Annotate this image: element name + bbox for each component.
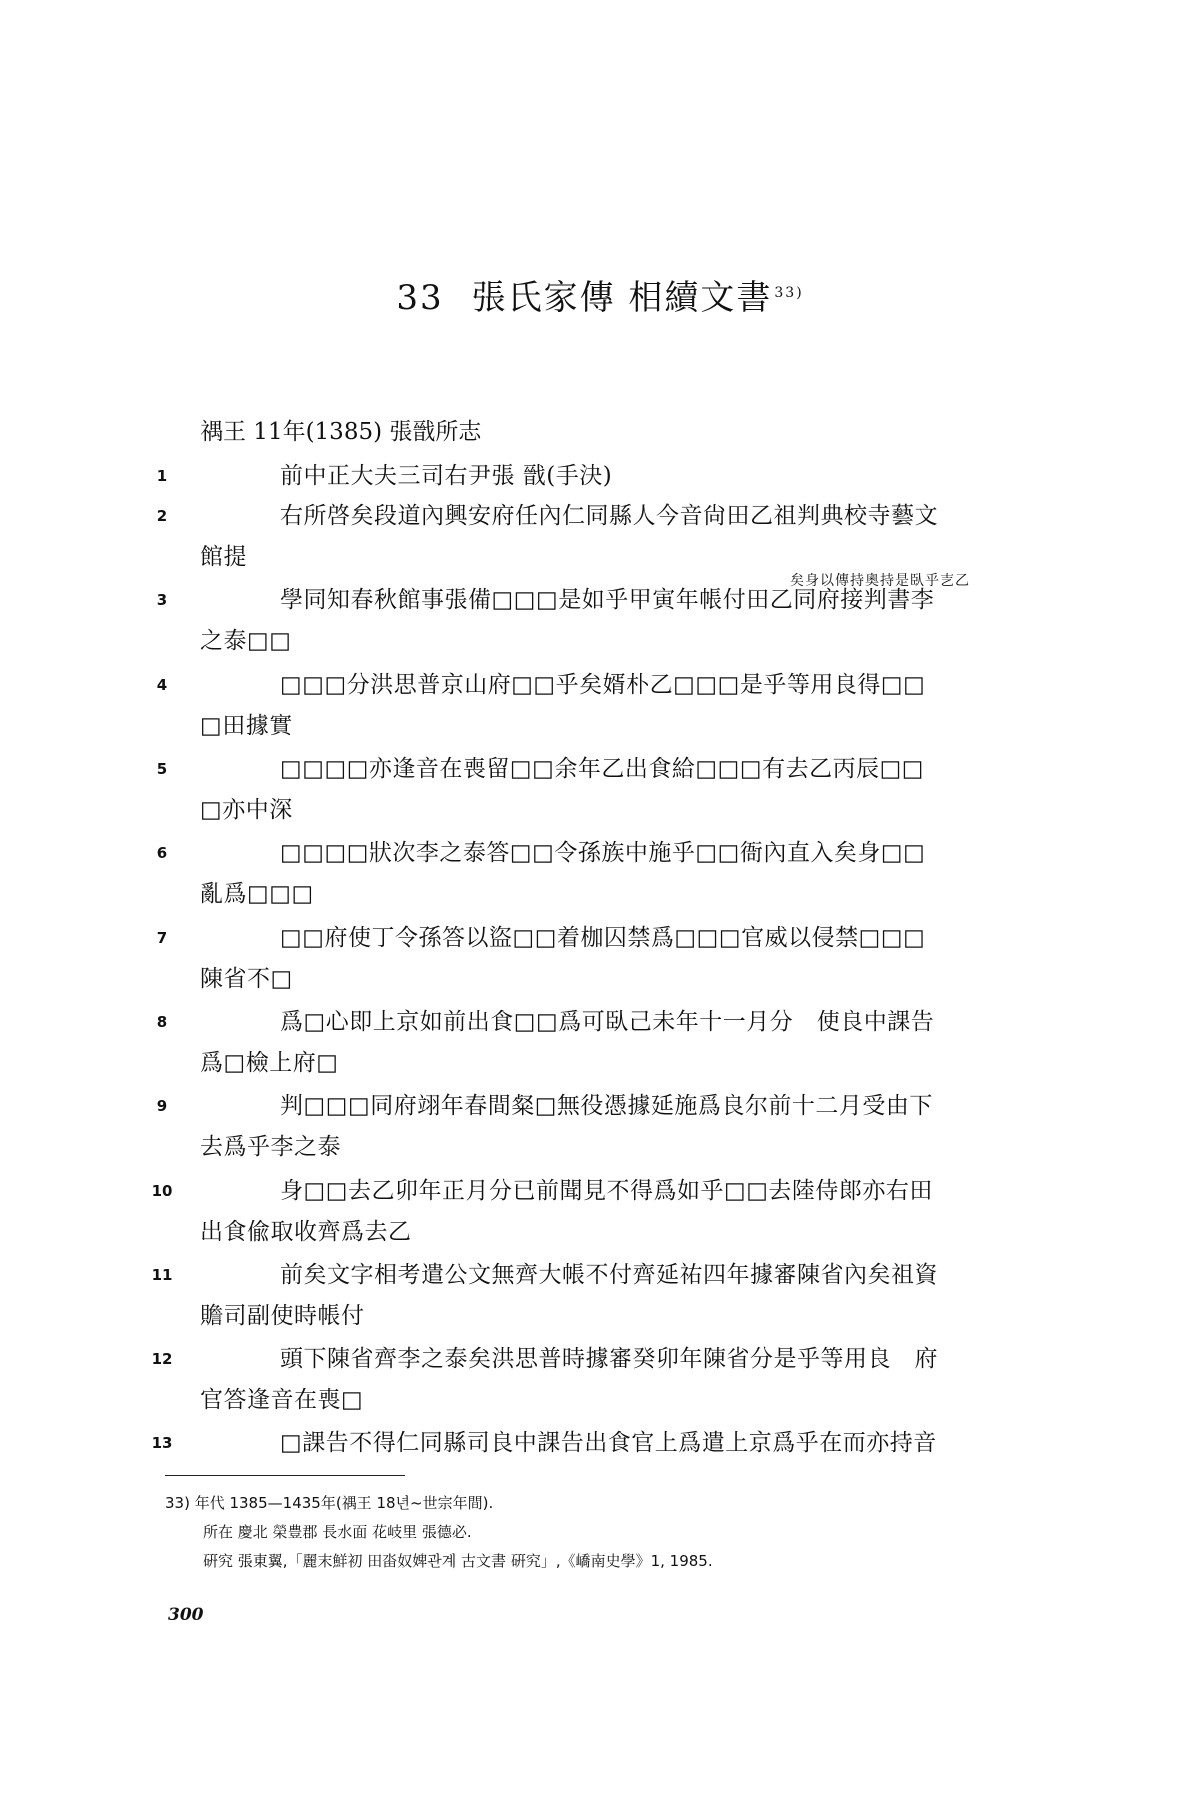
footnote-divider	[165, 1475, 405, 1476]
line-text-continuation: 館提	[200, 544, 247, 570]
line-text: 頭下陳省齊李之泰矣洪思普時據審癸卯年陳省分是乎等用良 府	[280, 1346, 938, 1372]
line-text: 右所啓矣段道內興安府任內仁同縣人今音尙田乙祖判典校寺藝文	[280, 503, 938, 529]
line-number: 3	[156, 591, 168, 609]
document-header: 禑王 11年(1385) 張戩所志	[200, 419, 482, 445]
line-text-continuation: □亦中深	[200, 797, 293, 823]
line-text-continuation: 去爲乎李之泰	[200, 1134, 341, 1160]
line-number: 8	[156, 1013, 168, 1031]
line-text: □□府使丁令孫答以盜□□着枷囚禁爲□□□官威以侵禁□□□	[280, 925, 926, 951]
page-title	[0, 270, 1200, 319]
line-number: 5	[156, 760, 168, 778]
line-text: □□□□亦逢音在喪留□□余年乙出食給□□□有去乙丙辰□□	[280, 756, 925, 782]
line-number: 12	[151, 1350, 173, 1368]
line-text: □□□□狀次李之泰答□□令孫族中施乎□□衙內直入矣身□□	[280, 840, 926, 866]
line-text-continuation: 之泰□□	[200, 628, 292, 654]
document-title: 張氏家傳 相續文書	[471, 278, 773, 318]
line-text-continuation: 爲□檢上府□	[200, 1050, 339, 1076]
footnote-3: 硏究 張東翼,「麗末鮮初 田畓奴婢관계 古文書 硏究」,《嶠南史學》1, 1985.	[203, 1552, 713, 1570]
line-number: 7	[156, 929, 168, 947]
interlinear-note: 矣身以傳持奧持是臥乎㐊乙	[790, 573, 970, 589]
page-number: 300	[168, 1605, 204, 1625]
line-number: 11	[151, 1266, 173, 1284]
line-text: 判□□□同府翊年春間粲□無役憑據延施爲良尔前十二月受由下	[280, 1093, 933, 1119]
title-footnote-ref: 33)	[774, 284, 804, 301]
document-number: 33	[396, 278, 444, 318]
line-number: 10	[151, 1182, 173, 1200]
line-text: 身□□去乙卯年正月分已前聞見不得爲如乎□□去陸侍郞亦右田	[280, 1178, 933, 1204]
line-text-continuation: 贍司副使時帳付	[200, 1303, 365, 1329]
line-text-continuation: 陳省不□	[200, 966, 293, 992]
footnote-1: 33) 年代 1385—1435年(禑王 18년~世宗年間).	[165, 1494, 494, 1512]
line-text-continuation: 官答逢音在喪□	[200, 1387, 364, 1413]
line-text: □課告不得仁同縣司良中課告出食官上爲遣上京爲乎在而亦持音	[280, 1430, 937, 1456]
line-number: 4	[156, 676, 168, 694]
line-number: 2	[156, 507, 168, 525]
line-text: 前矣文字相考遣公文無齊大帳不付齊延祐四年據審陳省內矣祖資	[280, 1262, 938, 1288]
line-number: 6	[156, 844, 168, 862]
line-number: 1	[156, 467, 168, 485]
line-text: 學同知春秋館事張備□□□是如乎甲寅年帳付田乙同府接判書李	[280, 587, 935, 613]
line-text-continuation: □田據實	[200, 713, 293, 739]
line-text-continuation: 出食偸取收齊爲去乙	[200, 1219, 412, 1245]
line-text: 爲□心即上京如前出食□□爲可臥己未年十一月分 使良中課告	[280, 1009, 935, 1035]
line-text: 前中正大夫三司右尹張 戩(手決)	[280, 463, 613, 489]
line-text-continuation: 亂爲□□□	[200, 881, 314, 907]
line-number: 9	[156, 1097, 168, 1115]
footnote-2: 所在 慶北 榮豊郡 長水面 花岐里 張德必.	[203, 1523, 472, 1541]
line-number: 13	[151, 1434, 173, 1452]
line-text: □□□分洪思普京山府□□乎矣婿朴乙□□□是乎等用良得□□	[280, 672, 926, 698]
